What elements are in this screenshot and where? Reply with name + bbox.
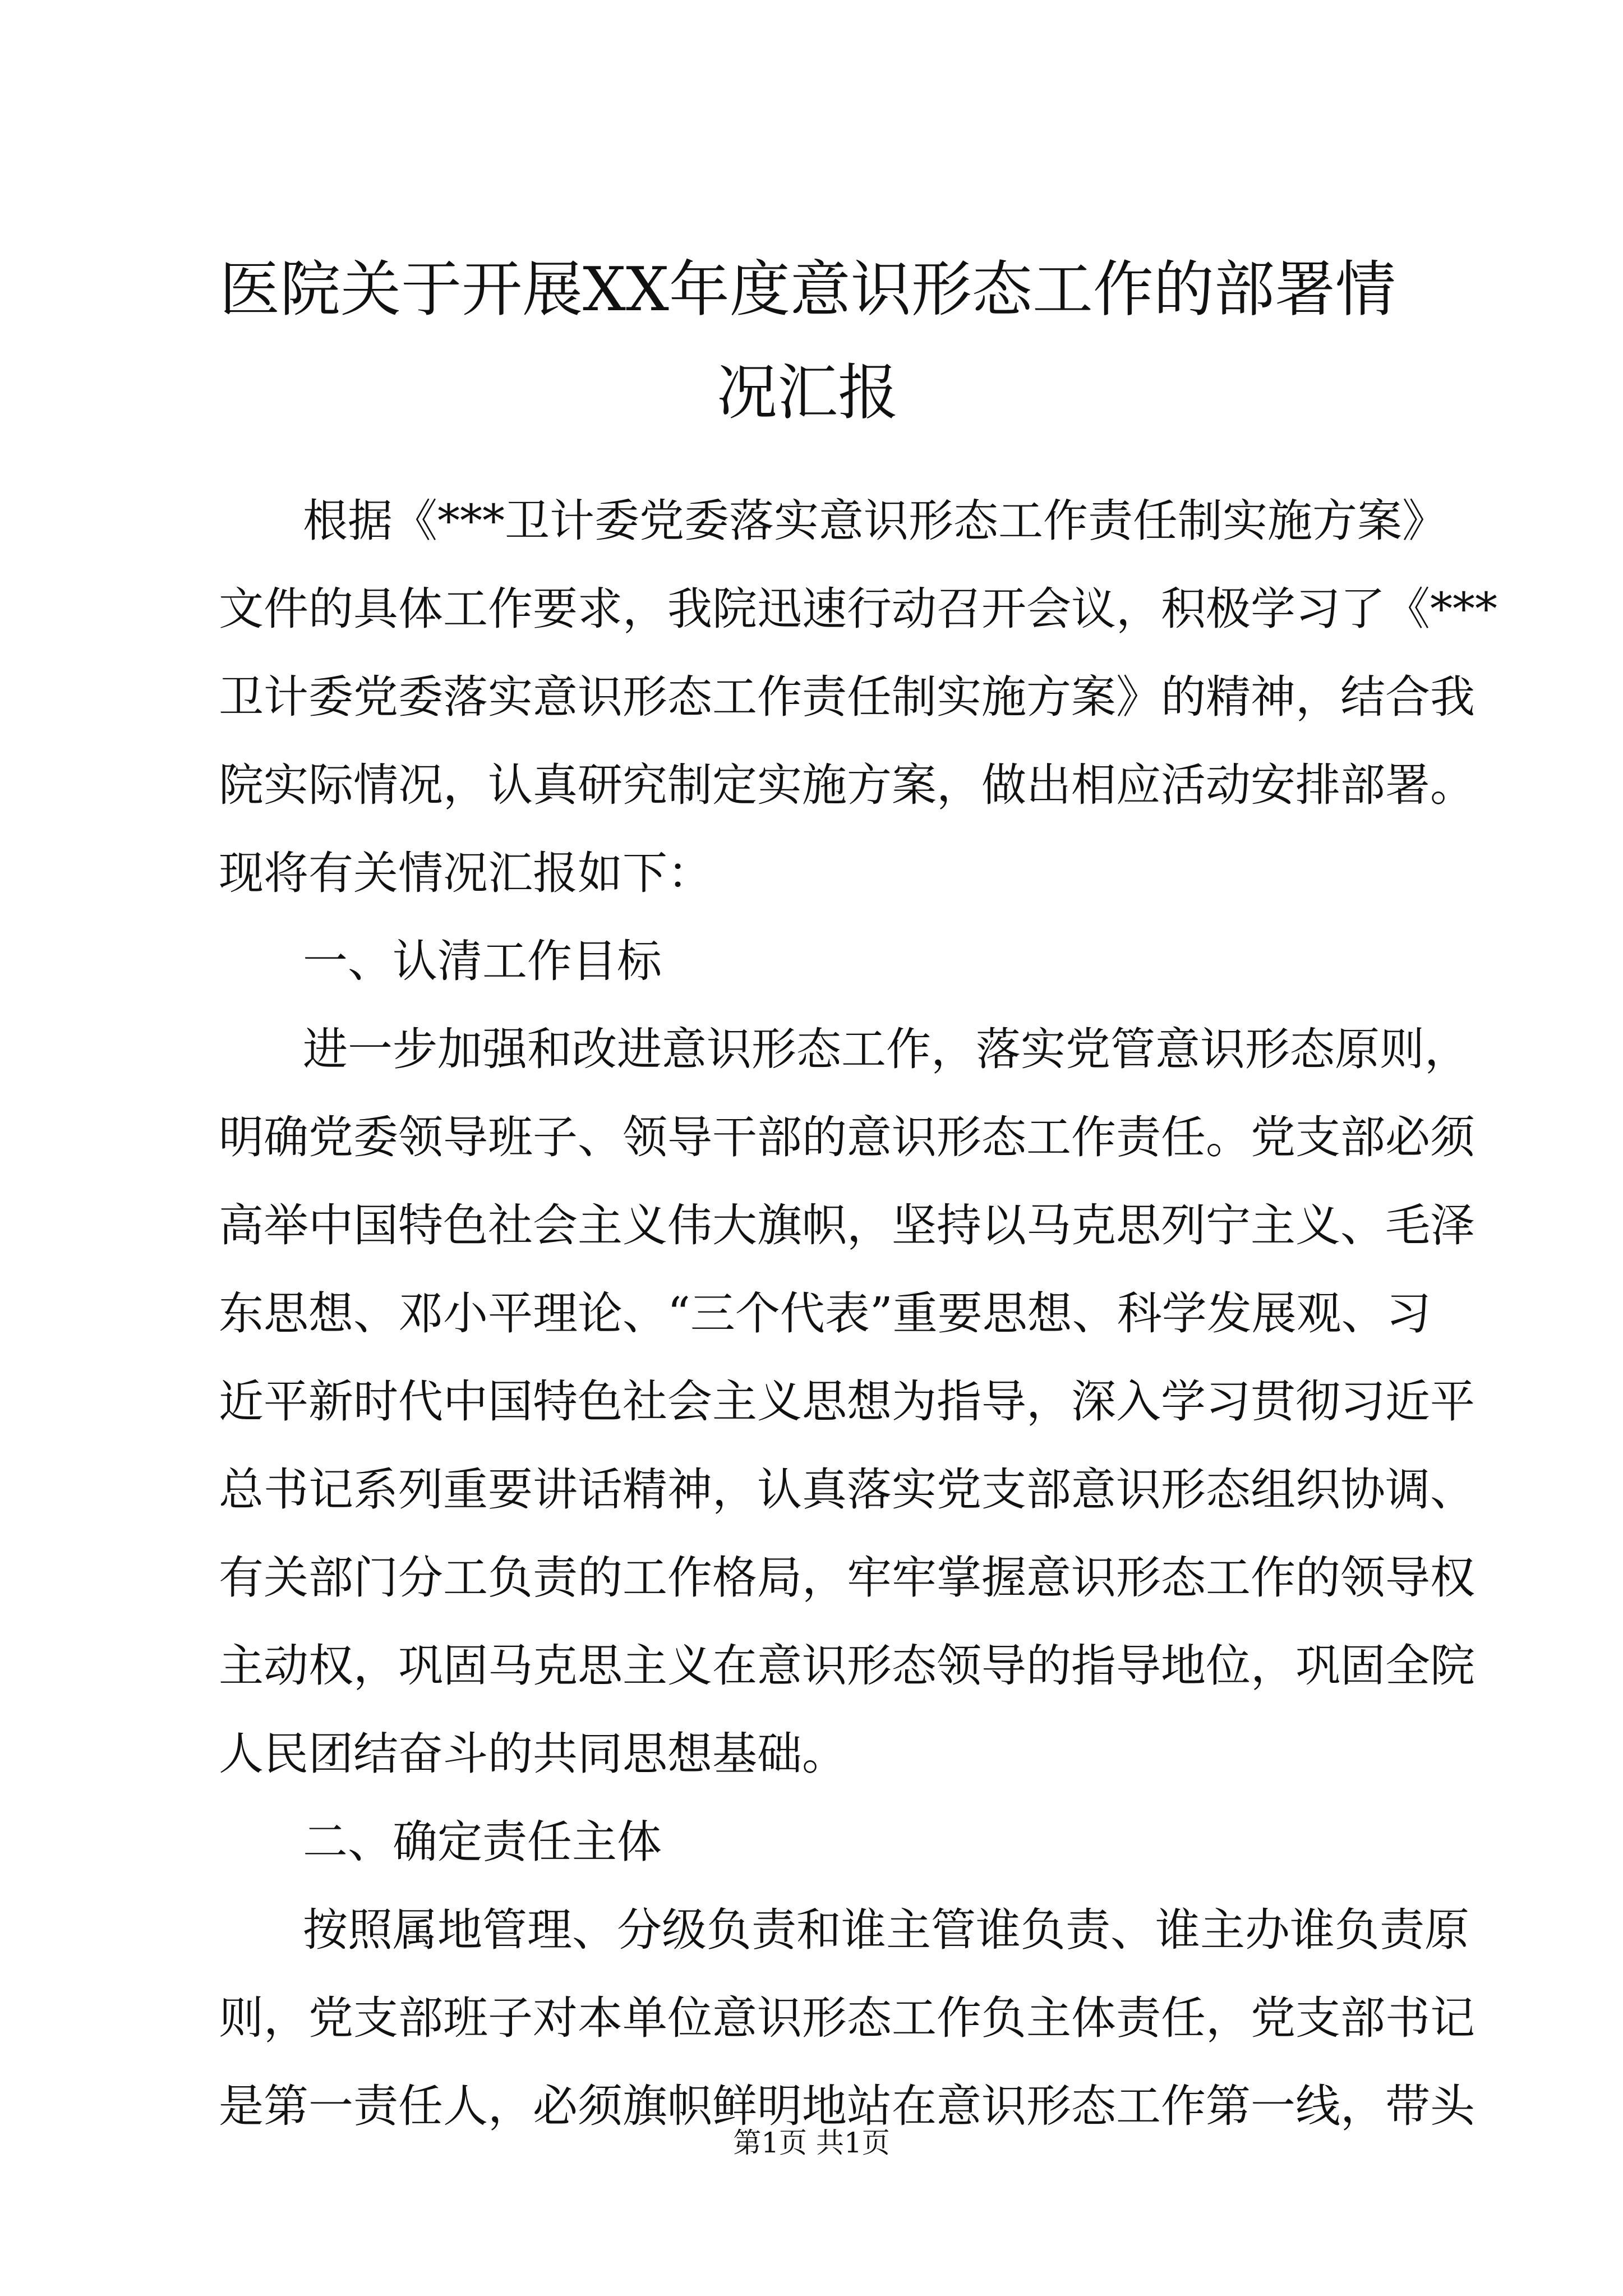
paragraph-2-line-3: 高举中国特色社会主义伟大旗帜，坚持以马克思列宁主义、毛泽 xyxy=(219,1199,1475,1251)
document-title-line-2: 况汇报 xyxy=(716,358,898,428)
paragraph-1-line-3: 卫计委党委落实意识形态工作责任制实施方案》的精神，结合我 xyxy=(219,671,1475,723)
document-title-line-1: 医院关于开展XX年度意识形态工作的部署情 xyxy=(219,255,1396,325)
paragraph-2-line-6: 总书记系列重要讲话精神，认真落实党支部意识形态组织协调、 xyxy=(219,1464,1475,1516)
paragraph-1-line-5: 现将有关情况汇报如下： xyxy=(219,847,712,899)
paragraph-2-line-4: 东思想、邓小平理论、“三个代表”重要思想、科学发展观、习 xyxy=(219,1287,1431,1340)
document-body xyxy=(219,477,1497,2150)
paragraph-3-line-3: 是第一责任人，必须旗帜鲜明地站在意识形态工作第一线，带头 xyxy=(219,2080,1475,2132)
paragraph-3-line-2: 则，党支部班子对本单位意识形态工作负主体责任，党支部书记 xyxy=(219,1992,1475,2044)
paragraph-1-line-1: 根据《***卫计委党委落实意识形态工作责任制实施方案》 xyxy=(303,495,1447,547)
paragraph-2-line-7: 有关部门分工负责的工作格局，牢牢掌握意识形态工作的领导权 xyxy=(219,1552,1475,1604)
page-footer: 第1页 共1页 xyxy=(733,2127,890,2159)
paragraph-3-line-1: 按照属地管理、分级负责和谁主管谁负责、谁主办谁负责原 xyxy=(303,1904,1469,1956)
paragraph-2-line-5: 近平新时代中国特色社会主义思想为指导，深入学习贯彻习近平 xyxy=(219,1375,1475,1428)
section-heading-1: 一、认清工作目标 xyxy=(303,935,662,987)
paragraph-2-line-8: 主动权，巩固马克思主义在意识形态领导的指导地位，巩固全院 xyxy=(219,1640,1475,1692)
paragraph-1-line-4: 院实际情况，认真研究制定实施方案，做出相应活动安排部署。 xyxy=(219,759,1475,811)
paragraph-2-line-1: 进一步加强和改进意识形态工作，落实党管意识形态原则， xyxy=(303,1023,1469,1075)
paragraph-2-line-9: 人民团结奋斗的共同思想基础。 xyxy=(219,1728,847,1780)
section-heading-2: 二、确定责任主体 xyxy=(303,1816,662,1868)
paragraph-1-line-2: 文件的具体工作要求，我院迅速行动召开会议，积极学习了《*** xyxy=(219,583,1497,635)
paragraph-2-line-2: 明确党委领导班子、领导干部的意识形态工作责任。党支部必须 xyxy=(219,1111,1475,1163)
